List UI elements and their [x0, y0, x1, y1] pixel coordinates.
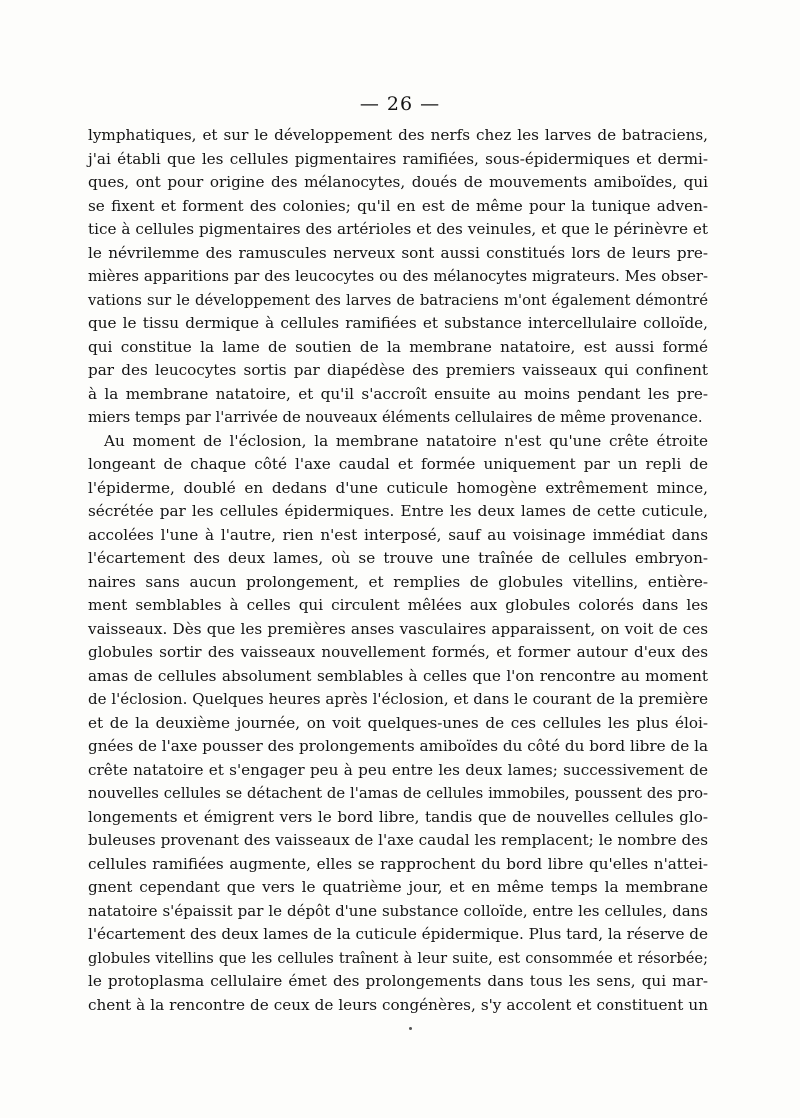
body-text — [88, 124, 708, 1017]
text-line: vaisseaux. Dès que les premières anses vasculaires apparaissent, on voit de ces — [88, 619, 708, 638]
text-line: ment semblables à celles qui circulent mêlées aux globules colorés dans les — [88, 596, 708, 614]
text-line: naires sans aucun prolongement, et remplies de globules vitellins, entière- — [88, 572, 708, 591]
text-line: le névrilemme des ramuscules nerveux sont aussi constitués lors de leurs pre- — [88, 243, 708, 262]
text-line: l'écartement des deux lames de la cuticule épidermique. Plus tard, la réserve de — [88, 925, 709, 943]
text-line: vations sur le développement des larves de batraciens m'ont également démontré — [88, 291, 708, 309]
text-line: tice à cellules pigmentaires des artérioles et des veinules, et que le périnèvre et — [88, 220, 708, 238]
text-line: de l'éclosion. Quelques heures après l'éclosion, et dans le courant de la première — [88, 690, 708, 708]
text-line: natatoire s'épaissit par le dépôt d'une substance colloïde, entre les cellules, dans — [88, 901, 708, 920]
text-line: l'écartement des deux lames, où se trouve une traînée de cellules embryon- — [88, 549, 708, 567]
text-line: gnées de l'axe pousser des prolongements amiboïdes du côté du bord libre de la — [88, 737, 708, 755]
text-line: le protoplasma cellulaire émet des prolongements dans tous les sens, qui mar- — [88, 972, 708, 990]
text-line: se fixent et forment des colonies; qu'il en est de même pour la tunique adven- — [88, 196, 708, 215]
text-line: longeant de chaque côté l'axe caudal et formée uniquement par un repli de — [88, 455, 708, 473]
text-line: buleuses provenant des vaisseaux de l'axe caudal les remplacent; le nombre des — [88, 831, 708, 849]
text-line: crête natatoire et s'engager peu à peu entre les deux lames; successivement de — [88, 760, 708, 779]
scan-speck — [409, 1027, 412, 1030]
text-line: que le tissu dermique à cellules ramifiées et substance intercellulaire colloïde, — [88, 314, 708, 332]
text-line: gnent cependant que vers le quatrième jour, et en même temps la membrane — [88, 878, 708, 896]
page-number: — 26 — — [359, 93, 441, 115]
text-line: Au moment de l'éclosion, la membrane natatoire n'est qu'une crête étroite — [104, 431, 708, 450]
text-line: l'épiderme, doublé en dedans d'une cuticule homogène extrêmement mince, — [88, 478, 708, 497]
text-line: ques, ont pour origine des mélanocytes, doués de mouvements amiboïdes, qui — [88, 173, 708, 191]
text-line: mières apparitions par des leucocytes ou des mélanocytes migrateurs. Mes obser- — [88, 268, 708, 285]
text-line: globules sortir des vaisseaux nouvellement formés, et former autour d'eux des — [88, 643, 708, 661]
text-line: lymphatiques, et sur le développement des nerfs chez les larves de batraciens, — [88, 126, 708, 144]
text-line: par des leucocytes sortis par diapédèse des premiers vaisseaux qui confinent — [88, 361, 708, 379]
text-line: chent à la rencontre de ceux de leurs congénères, s'y accolent et constituent un — [88, 995, 708, 1014]
text-line: sécrétée par les cellules épidermiques. Entre les deux lames de cette cuticule, — [88, 502, 708, 520]
text-line: miers temps par l'arrivée de nouveaux éléments cellulaires de même provenance. — [88, 409, 703, 426]
text-line: et de la deuxième journée, on voit quelques-unes de ces cellules les plus éloi- — [88, 713, 708, 732]
text-line: accolées l'une à l'autre, rien n'est interposé, sauf au voisinage immédiat dans — [88, 525, 708, 544]
text-line: nouvelles cellules se détachent de l'amas de cellules immobiles, poussent des pro- — [88, 785, 708, 802]
text-line: amas de cellules absolument semblables à celles que l'on rencontre au moment — [88, 666, 708, 685]
text-line: à la membrane natatoire, et qu'il s'accroît ensuite au moins pendant les pre- — [88, 384, 708, 403]
text-line: globules vitellins que les cellules traînent à leur suite, est consommée et résorbée; — [88, 949, 708, 967]
text-line: qui constitue la lame de soutien de la membrane natatoire, est aussi formé — [88, 337, 708, 356]
text-line: longements et émigrent vers le bord libre, tandis que de nouvelles cellules glo- — [88, 807, 708, 826]
text-line: j'ai établi que les cellules pigmentaires ramifiées, sous-épidermiques et dermi- — [88, 149, 708, 168]
text-line: cellules ramifiées augmente, elles se rapprochent du bord libre qu'elles n'attei- — [88, 854, 708, 873]
